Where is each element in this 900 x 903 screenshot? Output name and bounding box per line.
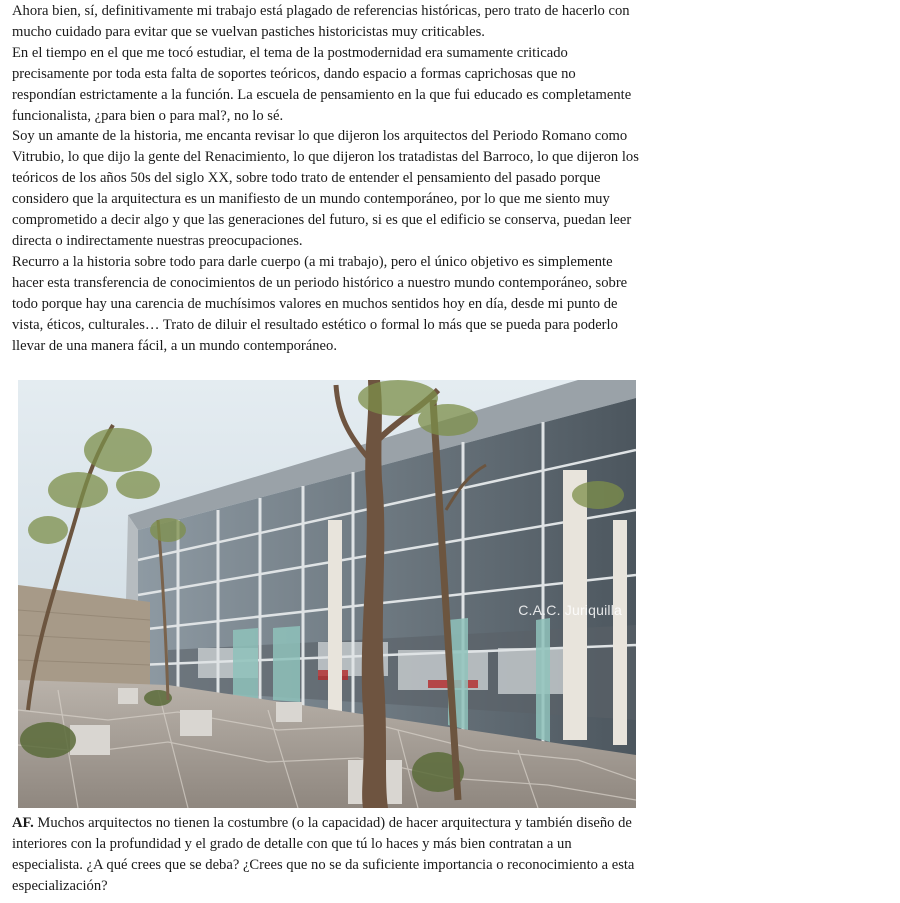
paragraph: Soy un amante de la historia, me encanta revisar lo que dijeron los arquitectos del Periodo Romano como Vitrubio, lo que dijo la gente del Renacimiento, lo que dijeron los tratadistas del Barroco, lo que dijeron los teóricos de los años 50s del siglo XX, sobre todo trato de entender el pensamiento del pasado porque considero que la arquitectura es un manifiesto de un mundo contemporáneo, por lo que me siento muy comprometido a decir algo y que las generaciones del futuro, si es que el edificio se conserva, puedan leer directa o indirectamente nuestras preocupaciones. <box>12 128 639 249</box>
paragraph: Ahora bien, sí, definitivamente mi trabajo está plagado de referencias históricas, pero trato de hacerlo con mucho cuidado para evitar que se vuelvan pastiches historicistas muy criticables. <box>12 3 630 40</box>
interview-question <box>12 813 642 897</box>
building-photo <box>18 380 636 808</box>
paragraph: En el tiempo en el que me tocó estudiar, el tema de la postmodernidad era sumamente criticado precisamente por toda esta falta de soportes teóricos, dando espacio a formas caprichosas que no respondían estrictamente a la función. La escuela de pensamiento en la que fui educado es completamente funcionalista, ¿para bien o para mal?, no lo sé. <box>12 44 632 124</box>
question-text: Muchos arquitectos no tienen la costumbre (o la capacidad) de hacer arquitectura y también diseño de interiores con la profundidad y el grado de detalle con que tú lo haces y más bien contratan a un especialista. ¿A qué crees que se deba? ¿Crees que no se da suficiente importancia o reconocimiento a esta especialización? <box>12 815 635 894</box>
building-photo-illustration <box>18 380 636 808</box>
paragraph: Recurro a la historia sobre todo para darle cuerpo (a mi trabajo), pero el único objetivo es simplemente hacer esta transferencia de conocimientos de un periodo histórico a nuestro mundo contemporáneo, sobre todo porque hay una carencia de muchísimos valores en muchos sentidos hoy en día, desde mi punto de vista, éticos, culturales… Trato de diluir el resultado estético o formal lo más que se pueda para poderlo llevar de una manera fácil, a un mundo contemporáneo. <box>12 253 628 354</box>
article-body <box>12 1 642 356</box>
photo-watermark: C.A.C. Juriquilla <box>518 602 622 618</box>
question-label: AF. <box>12 815 34 831</box>
